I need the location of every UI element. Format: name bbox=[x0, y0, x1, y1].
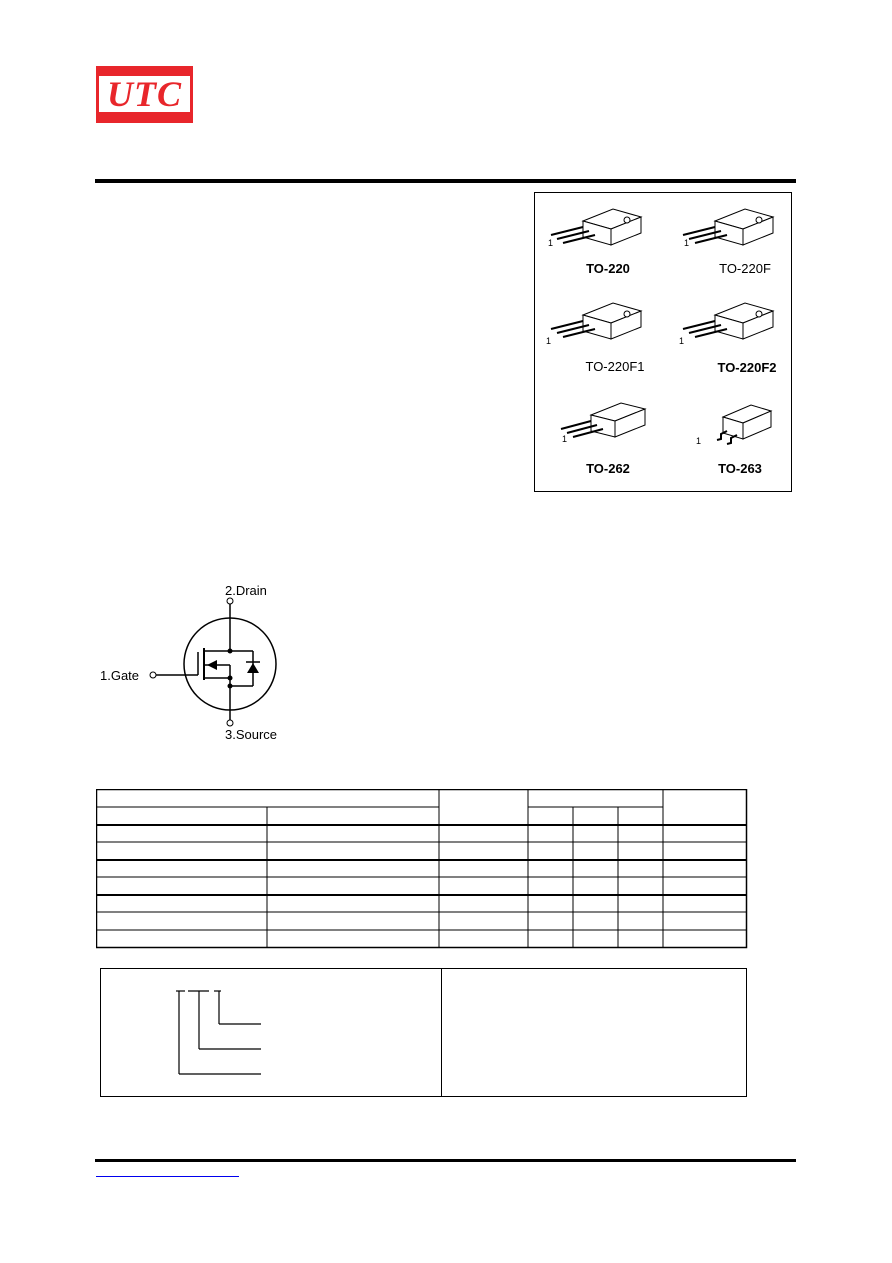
utc-logo bbox=[96, 66, 193, 123]
to220-drawing bbox=[551, 209, 641, 245]
package-panel bbox=[534, 192, 792, 492]
pin1-marker: 1 bbox=[696, 436, 702, 446]
part-number-code-box bbox=[100, 968, 747, 1097]
header-rule bbox=[95, 179, 796, 183]
pin1-marker: 1 bbox=[546, 336, 552, 346]
package-label: TO-220 bbox=[586, 261, 630, 276]
pin1-marker: 1 bbox=[684, 238, 690, 248]
pin1-marker: 1 bbox=[679, 336, 685, 346]
source-label: 3.Source bbox=[225, 727, 278, 742]
package-drawings bbox=[535, 193, 793, 493]
to262-drawing bbox=[561, 403, 645, 437]
logo-text: UTC bbox=[107, 74, 182, 114]
logo-inner bbox=[99, 76, 190, 112]
package-label: TO-220F2 bbox=[717, 360, 777, 375]
footer-link-underline[interactable] bbox=[96, 1176, 239, 1177]
footer-rule bbox=[95, 1159, 796, 1162]
package-label: TO-220F1 bbox=[585, 359, 645, 374]
drain-label: 2.Drain bbox=[225, 583, 267, 598]
to263-drawing bbox=[717, 405, 771, 444]
package-label: TO-220F bbox=[719, 261, 771, 276]
mosfet-schematic bbox=[95, 580, 295, 745]
package-label: TO-263 bbox=[718, 461, 762, 476]
to220f-drawing bbox=[683, 209, 773, 245]
gate-label: 1.Gate bbox=[100, 668, 140, 683]
to220f2-drawing bbox=[683, 303, 773, 339]
pin1-marker: 1 bbox=[548, 238, 554, 248]
code-brackets bbox=[161, 979, 361, 1099]
ordering-table bbox=[96, 789, 748, 949]
package-label: TO-262 bbox=[586, 461, 630, 476]
code-divider bbox=[441, 969, 442, 1096]
to220f1-drawing bbox=[551, 303, 641, 339]
mosfet-symbol bbox=[95, 580, 295, 745]
pin1-marker: 1 bbox=[562, 434, 568, 444]
